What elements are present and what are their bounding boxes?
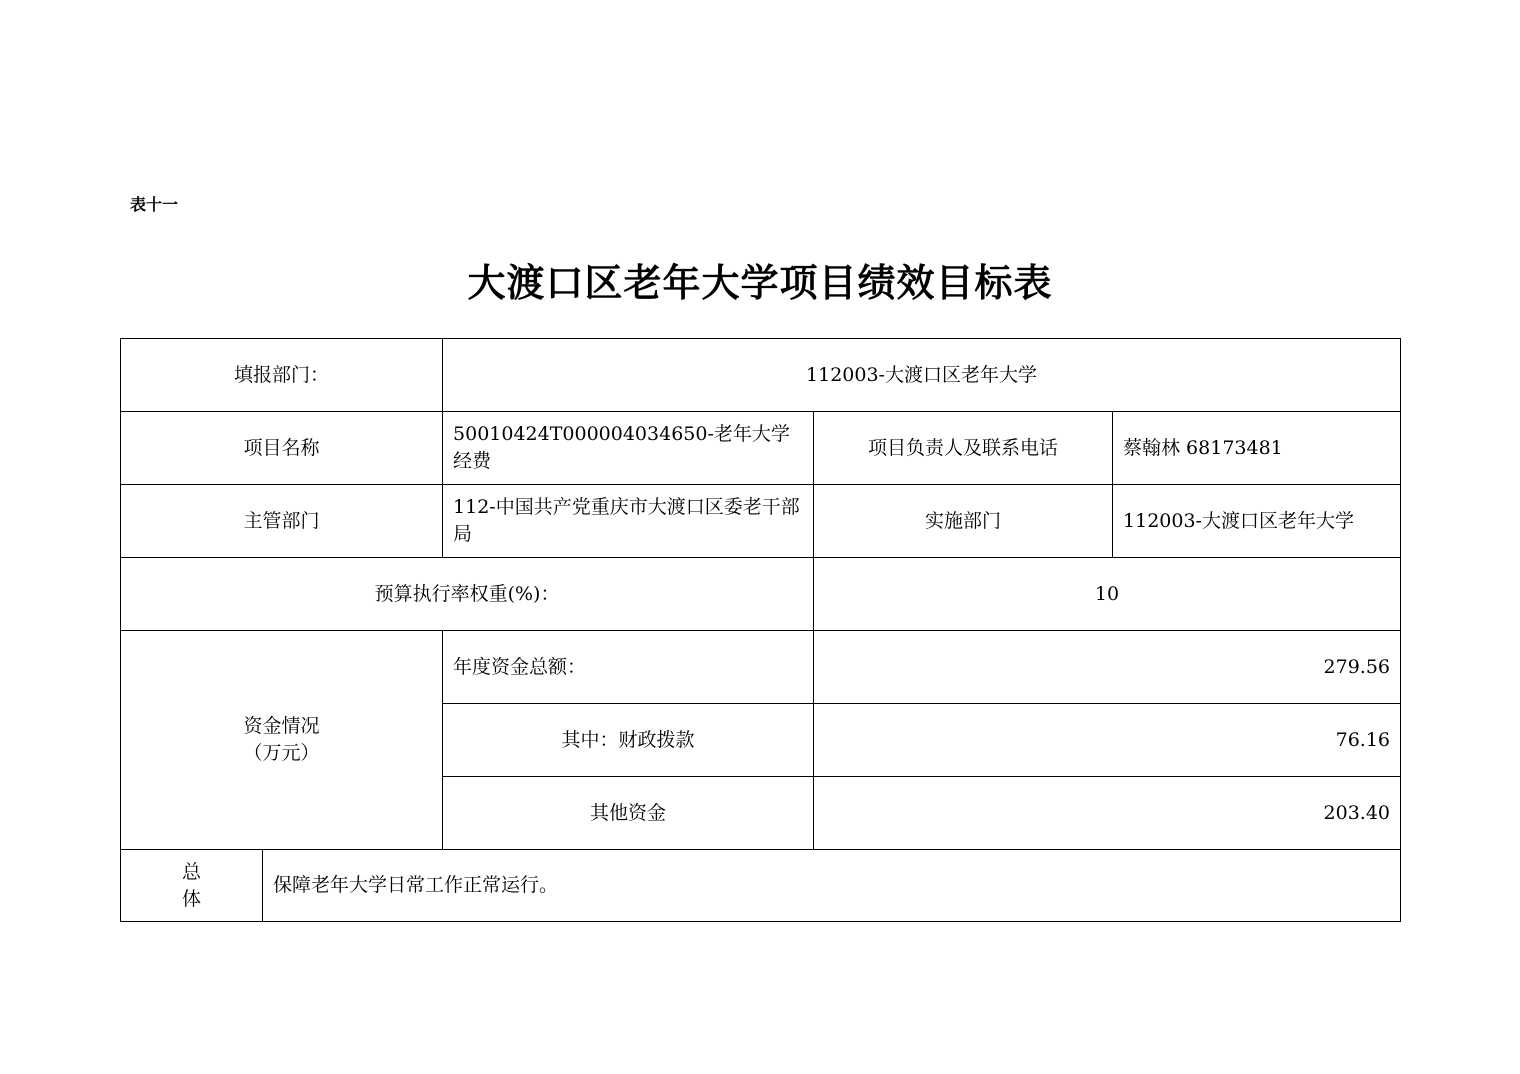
table-row-project xyxy=(121,412,1401,485)
overall-label xyxy=(121,850,263,922)
funds-label xyxy=(121,631,443,850)
project-contact-label: 项目负责人及联系电话 xyxy=(814,412,1113,485)
table-row-reporting-dept xyxy=(121,339,1401,412)
funds-fiscal-label: 其中：财政拨款 xyxy=(443,704,814,777)
overall-goal-value: 保障老年大学日常工作正常运行。 xyxy=(263,850,1401,922)
table-row-budget-weight xyxy=(121,558,1401,631)
table-number: 表十一 xyxy=(130,195,179,214)
project-name-label: 项目名称 xyxy=(121,412,443,485)
document-title: 大渡口区老年大学项目绩效目标表 xyxy=(467,260,1053,305)
implementing-dept-label: 实施部门 xyxy=(814,485,1113,558)
funds-label-line1: 资金情况 xyxy=(243,715,320,737)
overall-label-line1: 总 xyxy=(181,860,201,883)
performance-target-table xyxy=(120,338,1401,922)
budget-weight-value: 10 xyxy=(814,558,1401,631)
supervisor-label: 主管部门 xyxy=(121,485,443,558)
table-row-funds-total xyxy=(121,631,1401,704)
supervisor-value: 112-中国共产党重庆市大渡口区委老干部局 xyxy=(443,485,814,558)
funds-label-line2: （万元） xyxy=(243,742,320,764)
project-contact-value: 蔡翰林 68173481 xyxy=(1113,412,1401,485)
funds-other-value: 203.40 xyxy=(814,777,1401,850)
funds-other-label: 其他资金 xyxy=(443,777,814,850)
implementing-dept-value: 112003-大渡口区老年大学 xyxy=(1113,485,1401,558)
funds-total-value: 279.56 xyxy=(814,631,1401,704)
reporting-dept-label: 填报部门： xyxy=(121,339,443,412)
project-name-value: 50010424T000004034650-老年大学经费 xyxy=(443,412,814,485)
funds-total-label: 年度资金总额： xyxy=(443,631,814,704)
overall-label-line2: 体 xyxy=(181,887,201,910)
funds-fiscal-value: 76.16 xyxy=(814,704,1401,777)
budget-weight-label: 预算执行率权重(%)： xyxy=(121,558,814,631)
reporting-dept-value: 112003-大渡口区老年大学 xyxy=(443,339,1401,412)
table-row-supervisor xyxy=(121,485,1401,558)
table-row-overall xyxy=(121,850,1401,922)
